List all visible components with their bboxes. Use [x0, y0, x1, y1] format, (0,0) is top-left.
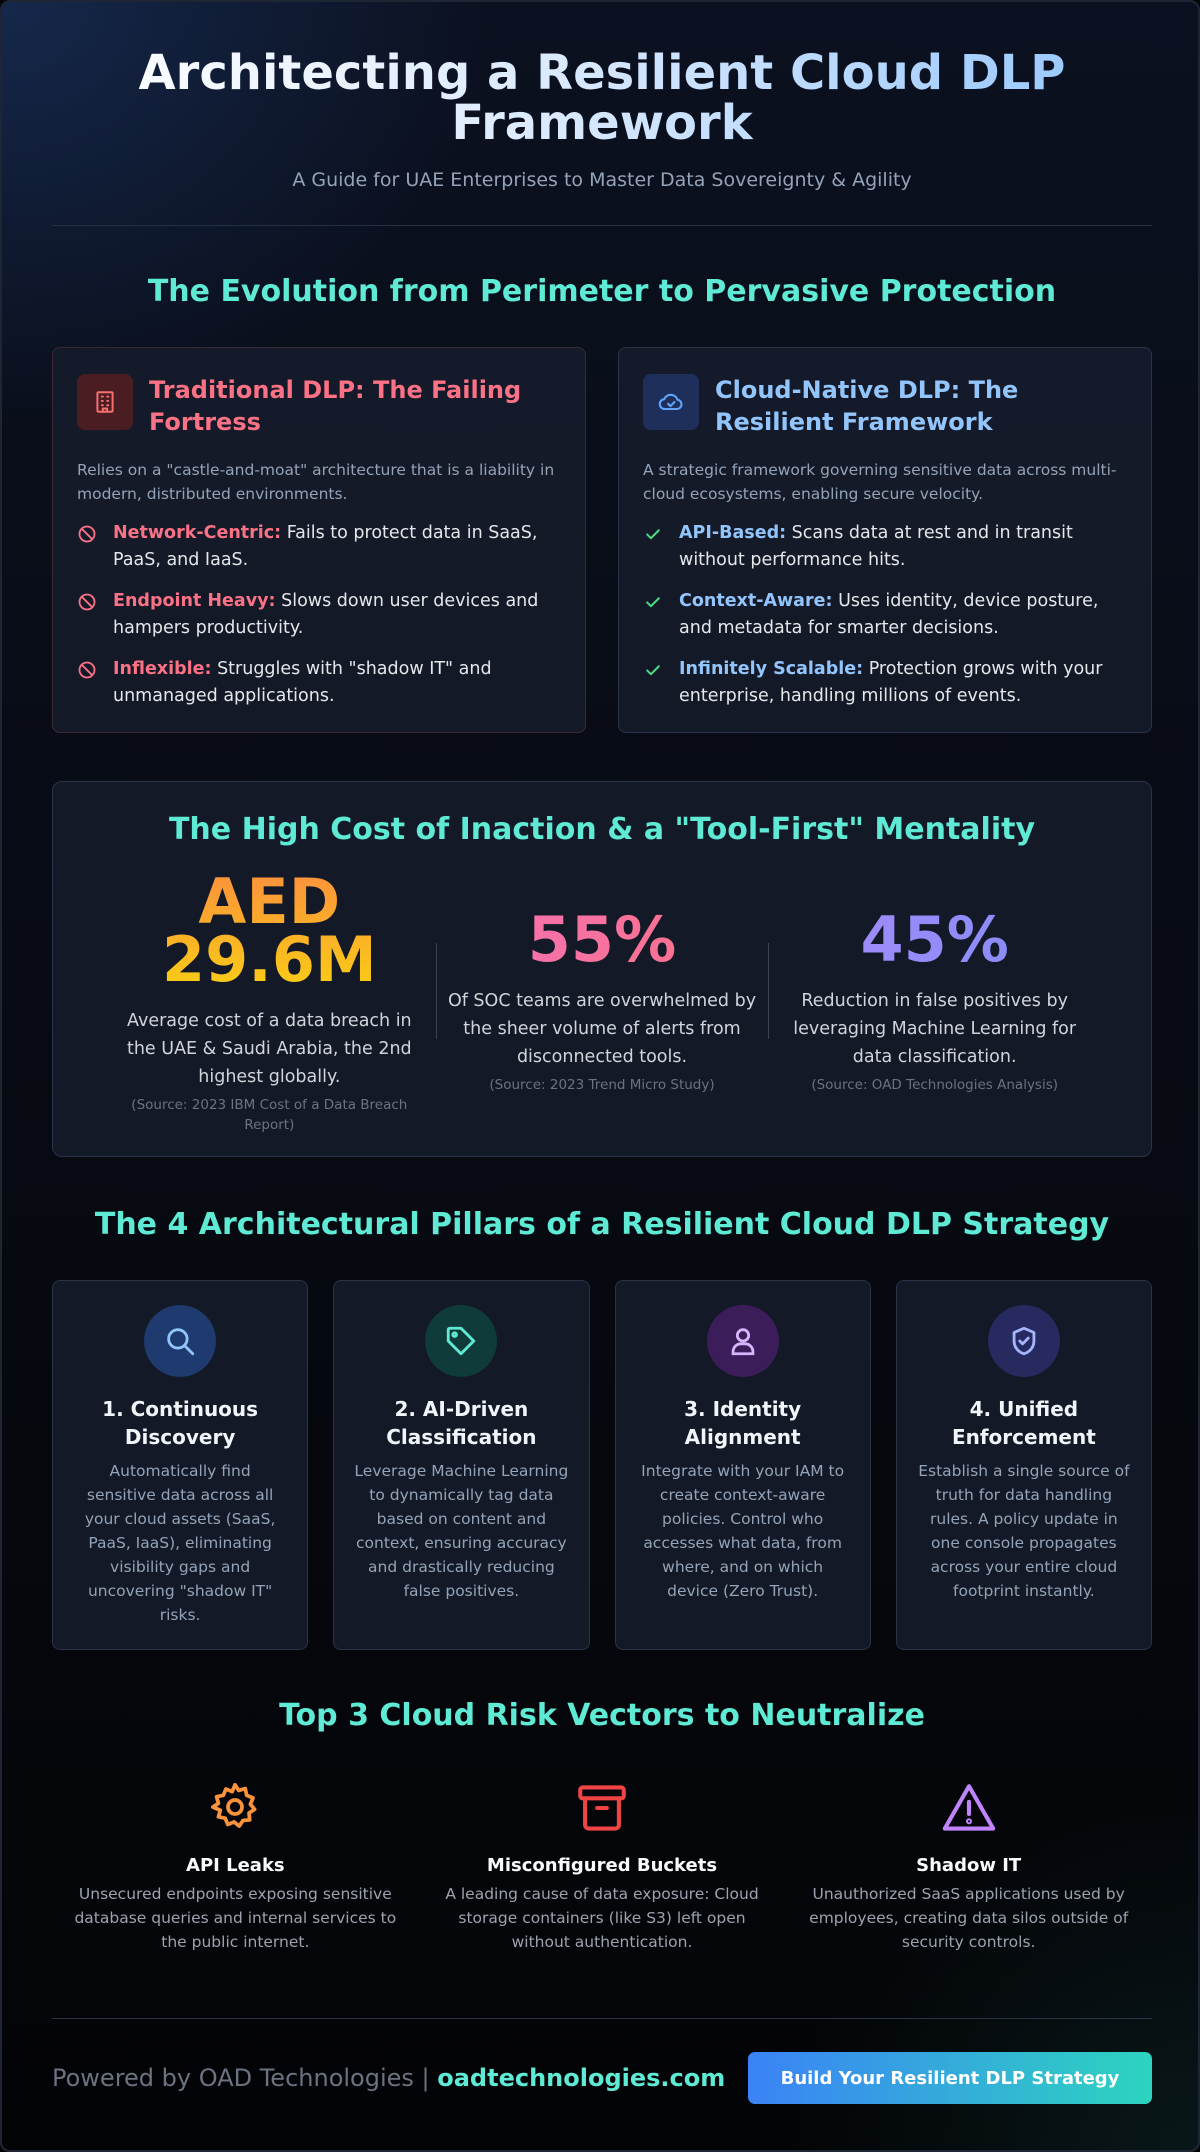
risk-misconfigured-buckets [419, 1779, 786, 1954]
stats-section-title: The High Cost of Inaction & a "Tool-First" Mentality [168, 811, 1036, 847]
evolution-cards [52, 347, 1152, 733]
stat-source: (Source: OAD Technologies Analysis) [811, 1076, 1059, 1093]
ban-icon [77, 592, 99, 642]
search-icon [144, 1305, 216, 1377]
pillar-description: Integrate with your IAM to create context-aware policies. Control who accesses what data, from where, and on which device (Zero Trust). [641, 1461, 845, 1600]
cloud-native-dlp-heading: Cloud-Native DLP: The Resilient Framework [715, 375, 1019, 436]
footer [52, 2052, 1152, 2104]
user-icon [707, 1305, 779, 1377]
stat-description: Reduction in false positives by leveraging Machine Learning for data classification. [793, 990, 1077, 1067]
gear-icon [72, 1779, 399, 1839]
tag-icon [425, 1305, 497, 1377]
stat-value: AED 29.6M [113, 873, 426, 989]
pillar-continuous-discovery [52, 1280, 308, 1650]
stats-row [53, 864, 1151, 1135]
stat-source: (Source: 2023 IBM Cost of a Data Breach Report) [131, 1096, 408, 1133]
risk-shadow-it [785, 1779, 1152, 1954]
traditional-dlp-heading: Traditional DLP: The Failing Fortress [149, 375, 522, 436]
check-icon [643, 660, 665, 710]
list-item: API-Based: Scans data at rest and in transit without performance hits. [643, 520, 1127, 574]
list-item: Inflexible: Struggles with "shadow IT" and unmanaged applications. [77, 656, 561, 710]
page-subtitle: A Guide for UAE Enterprises to Master Data Sovereignty & Agility [292, 168, 912, 191]
ban-icon [77, 524, 99, 574]
risk-description: Unauthorized SaaS applications used by employees, creating data silos outside of security controls. [809, 1884, 1129, 1951]
pillar-description: Establish a single source of truth for data handling rules. A policy update in one console propagates across your entire cloud footprint instantly. [918, 1461, 1130, 1600]
evolution-section-title: The Evolution from Perimeter to Pervasive Protection [147, 273, 1057, 309]
stat-description: Of SOC teams are overwhelmed by the sheer volume of alerts from disconnected tools. [447, 990, 757, 1067]
list-item: Context-Aware: Uses identity, device posture, and metadata for smarter decisions. [643, 588, 1127, 642]
stat-false-positive-reduction [768, 873, 1101, 1135]
header-divider [52, 225, 1152, 226]
powered-by-text: Powered by OAD Technologies | oadtechnologies.com [52, 2064, 726, 2092]
cloud-native-dlp-header [643, 374, 1127, 438]
pillar-name: 4. Unified Enforcement [951, 1396, 1096, 1449]
pillar-name: 2. AI-Driven Classification [386, 1396, 537, 1449]
pillars-row [52, 1280, 1152, 1650]
risk-name: API Leaks [186, 1854, 285, 1876]
archive-box-icon [439, 1779, 766, 1839]
stat-value: 55% [446, 911, 759, 969]
pillar-name: 1. Continuous Discovery [102, 1396, 259, 1449]
stat-breach-cost [103, 864, 436, 1135]
risk-description: Unsecured endpoints exposing sensitive database queries and internal services to the public internet. [74, 1884, 397, 1951]
risk-name: Shadow IT [916, 1854, 1022, 1876]
list-item: Infinitely Scalable: Protection grows with your enterprise, handling millions of events. [643, 656, 1127, 710]
risks-section-title: Top 3 Cloud Risk Vectors to Neutralize [279, 1697, 925, 1733]
risk-description: A leading cause of data exposure: Cloud storage containers (like S3) left open without authentication. [445, 1884, 759, 1951]
pillar-ai-classification [333, 1280, 589, 1650]
stat-value: 45% [778, 911, 1091, 969]
traditional-dlp-card [52, 347, 586, 733]
shield-check-icon [988, 1305, 1060, 1377]
stat-soc-overwhelmed [436, 873, 769, 1135]
cost-of-inaction-panel [52, 781, 1152, 1157]
list-item: Network-Centric: Fails to protect data in SaaS, PaaS, and IaaS. [77, 520, 561, 574]
list-item: Endpoint Heavy: Slows down user devices and hampers productivity. [77, 588, 561, 642]
pillar-identity-alignment [615, 1280, 871, 1650]
pillar-unified-enforcement [896, 1280, 1152, 1650]
pillars-section-title: The 4 Architectural Pillars of a Resilient Cloud DLP Strategy [94, 1206, 1110, 1242]
traditional-dlp-description: Relies on a "castle-and-moat" architecture that is a liability in modern, distributed environments. [77, 460, 555, 503]
check-icon [643, 592, 665, 642]
stat-source: (Source: 2023 Trend Micro Study) [489, 1076, 715, 1093]
build-dlp-strategy-button[interactable]: Build Your Resilient DLP Strategy [748, 2052, 1152, 2104]
risk-name: Misconfigured Buckets [486, 1854, 718, 1876]
pillar-description: Leverage Machine Learning to dynamically tag data based on content and context, ensuring accuracy and drastically reducing false positives. [354, 1461, 569, 1600]
footer-divider [52, 2018, 1152, 2019]
cloud-native-dlp-points [643, 520, 1127, 710]
pillar-name: 3. Identity Alignment [684, 1396, 802, 1449]
cloud-native-dlp-description: A strategic framework governing sensitive data across multi-cloud ecosystems, enabling secure velocity. [643, 460, 1117, 503]
warning-triangle-icon [805, 1779, 1132, 1839]
cloud-check-icon [643, 374, 699, 430]
cloud-native-dlp-card [618, 347, 1152, 733]
building-icon [77, 374, 133, 430]
traditional-dlp-points [77, 520, 561, 710]
stat-description: Average cost of a data breach in the UAE & Saudi Arabia, the 2nd highest globally. [126, 1010, 412, 1087]
risks-row [52, 1779, 1152, 1954]
traditional-dlp-header [77, 374, 561, 438]
pillar-description: Automatically find sensitive data across all your cloud assets (SaaS, PaaS, IaaS), eliminating visibility gaps and uncovering "shadow IT" risks. [84, 1461, 276, 1624]
company-website-link[interactable]: oadtechnologies.com [437, 2064, 726, 2092]
risk-api-leaks [52, 1779, 419, 1954]
ban-icon [77, 660, 99, 710]
check-icon [643, 524, 665, 574]
content-column [52, 2, 1152, 2092]
page-title: Architecting a Resilient Cloud DLP Framework [52, 48, 1152, 149]
